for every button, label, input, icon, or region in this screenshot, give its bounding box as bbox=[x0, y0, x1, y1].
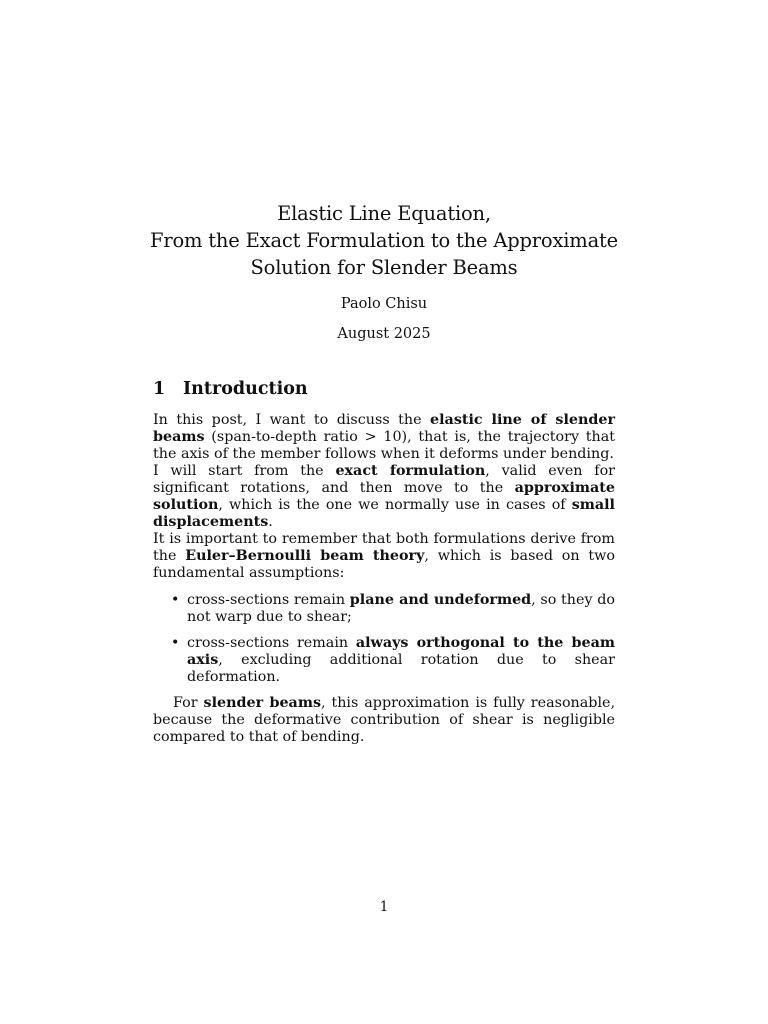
text-run: cross-sections remain bbox=[187, 592, 350, 608]
bold-term: always orthogonal to the beam axis bbox=[187, 635, 615, 668]
publication-date: August 2025 bbox=[337, 326, 431, 342]
title-line-3: Solution for Slender Beams bbox=[250, 256, 518, 279]
text-run: , valid even for significant rotations, and then move to the bbox=[153, 463, 616, 496]
title-line-1: Elastic Line Equation, bbox=[277, 202, 491, 225]
paragraph-3 bbox=[153, 531, 615, 582]
text-run: For bbox=[173, 695, 204, 711]
text-run: It is important to remember that both formulations derive from the bbox=[153, 531, 615, 564]
paragraph-2 bbox=[153, 463, 615, 531]
text-run: , this approximation is fully reasonable, because the deformative contribution of shear is negligible compared to that of bending. bbox=[153, 695, 616, 745]
document-title bbox=[0, 200, 768, 281]
paragraph-1 bbox=[153, 412, 615, 463]
bold-term: plane and undeformed bbox=[349, 592, 532, 608]
text-run: (span-to-depth ratio > 10), that is, the trajectory that the axis of the member follows when it deforms under bending. bbox=[153, 429, 615, 462]
title-line-2: From the Exact Formulation to the Approximate bbox=[150, 229, 618, 252]
section-body bbox=[153, 412, 615, 746]
section-heading bbox=[153, 379, 308, 399]
paragraph-4 bbox=[153, 695, 615, 746]
bullet-icon: • bbox=[171, 635, 180, 651]
bold-term: Euler–Bernoulli beam theory bbox=[185, 548, 425, 564]
text-run: , which is the one we normally use in cases of bbox=[218, 497, 572, 513]
text-run: cross-sections remain bbox=[187, 635, 356, 651]
text-run: . bbox=[268, 514, 273, 530]
text-run: , excluding additional rotation due to shear deformation. bbox=[187, 652, 615, 685]
bold-term: slender beams bbox=[203, 695, 322, 711]
bold-term: small displacements bbox=[153, 497, 615, 530]
section-title: Introduction bbox=[183, 379, 308, 399]
author-name: Paolo Chisu bbox=[340, 296, 428, 312]
section-number: 1 bbox=[153, 379, 166, 399]
bold-term: approximate solution bbox=[153, 480, 615, 513]
page-number: 1 bbox=[379, 899, 389, 915]
text-run: In this post, I want to discuss the bbox=[153, 412, 431, 428]
text-run: I will start from the bbox=[153, 463, 336, 479]
text-run: , so they do not warp due to shear; bbox=[187, 592, 615, 625]
bullet-icon: • bbox=[171, 592, 180, 608]
bold-term: elastic line of slender beams bbox=[153, 412, 615, 445]
bold-term: exact formulation bbox=[335, 463, 486, 479]
list-item bbox=[153, 592, 615, 626]
list-item bbox=[153, 635, 615, 686]
assumption-list bbox=[153, 592, 615, 686]
text-run: , which is based on two fundamental assumptions: bbox=[153, 548, 615, 581]
